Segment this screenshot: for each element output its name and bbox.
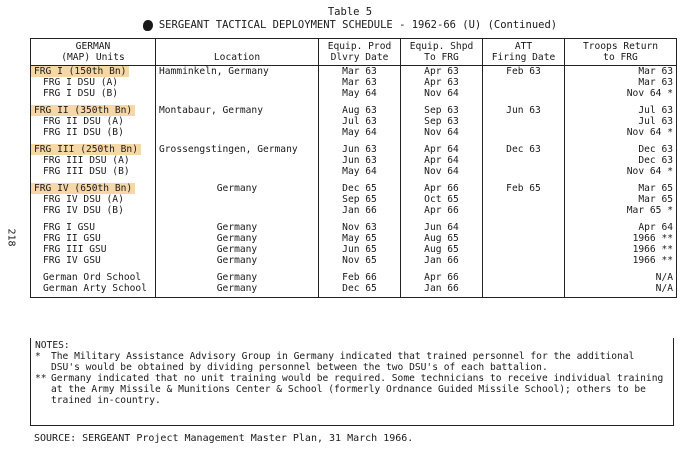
unit-name: FRG III DSU (A): [43, 155, 130, 166]
cell-troops: N/A: [565, 283, 677, 298]
cell-unit: [31, 155, 156, 166]
cell-unit: [31, 77, 156, 88]
table-row: [31, 105, 677, 116]
cell-unit: [31, 116, 156, 127]
table-row: [31, 144, 677, 155]
header-att-date: ATT Firing Date: [483, 39, 565, 66]
cell-troops: Apr 64: [565, 222, 677, 233]
unit-name: German Ord School: [43, 272, 142, 283]
unit-name: FRG III GSU: [43, 244, 107, 255]
cell-att: [483, 283, 565, 298]
page-number: 218: [5, 228, 17, 247]
table-row: [31, 272, 677, 283]
cell-unit: [31, 255, 156, 266]
cell-att: Dec 63: [483, 144, 565, 155]
unit-name: FRG II GSU: [43, 233, 101, 244]
cell-prod: May 64: [319, 166, 401, 177]
cell-att: [483, 233, 565, 244]
table-row: [31, 116, 677, 127]
cell-troops: Jul 63: [565, 105, 677, 116]
note-item: [35, 373, 669, 406]
cell-location: [156, 155, 319, 166]
header-unit: GERMAN (MAP) Units: [31, 39, 156, 66]
cell-troops: 1966 **: [565, 233, 677, 244]
unit-name: FRG III DSU (B): [43, 166, 130, 177]
unit-name: German Arty School: [43, 283, 147, 294]
table-row: [31, 66, 677, 78]
cell-troops: Jul 63: [565, 116, 677, 127]
cell-location: Germany: [156, 283, 319, 298]
cell-unit: [31, 144, 156, 155]
table-row: [31, 244, 677, 255]
cell-shpd: Nov 64: [401, 127, 483, 138]
cell-prod: Dec 65: [319, 283, 401, 298]
subtitle-line: [143, 19, 557, 32]
cell-shpd: Apr 66: [401, 272, 483, 283]
header-location: Location: [156, 39, 319, 66]
cell-att: Jun 63: [483, 105, 565, 116]
cell-troops: Nov 64 *: [565, 127, 677, 138]
cell-location: [156, 205, 319, 216]
unit-name: FRG I DSU (A): [43, 77, 119, 88]
unit-name: FRG I GSU: [43, 222, 95, 233]
cell-att: [483, 222, 565, 233]
cell-att: [483, 272, 565, 283]
header-prod-date: Equip. Prod Dlvry Date: [319, 39, 401, 66]
cell-prod: May 65: [319, 233, 401, 244]
cell-prod: May 64: [319, 127, 401, 138]
cell-prod: Mar 63: [319, 77, 401, 88]
cell-troops: Mar 65: [565, 183, 677, 194]
cell-att: [483, 166, 565, 177]
cell-troops: Mar 65 *: [565, 205, 677, 216]
cell-att: [483, 127, 565, 138]
cell-shpd: Apr 63: [401, 77, 483, 88]
note-text: The Military Assistance Advisory Group in Germany indicated that trained personnel for the additional DSU's would be obtained by dividing personnel between the two DSU's of each battalion.: [51, 351, 635, 373]
cell-shpd: Sep 63: [401, 116, 483, 127]
unit-name: FRG III (250th Bn): [31, 144, 141, 155]
unit-name: FRG I (150th Bn): [31, 66, 129, 77]
cell-unit: [31, 166, 156, 177]
cell-unit: [31, 194, 156, 205]
table-row: [31, 166, 677, 177]
cell-prod: Jan 66: [319, 205, 401, 216]
cell-att: Feb 65: [483, 183, 565, 194]
note-mark: **: [35, 373, 47, 384]
cell-prod: Nov 63: [319, 222, 401, 233]
cell-shpd: Aug 65: [401, 244, 483, 255]
unit-name: FRG II DSU (B): [43, 127, 124, 138]
cell-unit: [31, 272, 156, 283]
notes-heading: NOTES:: [35, 340, 70, 351]
cell-troops: Dec 63: [565, 155, 677, 166]
table-row: [31, 183, 677, 194]
unit-name: FRG II (350th Bn): [31, 105, 135, 116]
unit-name: FRG IV (650th Bn): [31, 183, 135, 194]
header-troops-return: Troops Return to FRG: [565, 39, 677, 66]
cell-location: [156, 127, 319, 138]
cell-att: [483, 116, 565, 127]
source-citation: SOURCE: SERGEANT Project Management Master Plan, 31 March 1966.: [34, 433, 414, 444]
cell-prod: Mar 63: [319, 66, 401, 78]
cell-location: [156, 116, 319, 127]
cell-prod: May 64: [319, 88, 401, 99]
table-row: [31, 155, 677, 166]
cell-location: Grossengstingen, Germany: [156, 144, 319, 155]
cell-prod: Aug 63: [319, 105, 401, 116]
cell-troops: Mar 63: [565, 66, 677, 78]
unit-name: FRG II DSU (A): [43, 116, 124, 127]
table-title: Table 5: [327, 6, 373, 18]
table-row: [31, 222, 677, 233]
cell-att: [483, 255, 565, 266]
cell-troops: Mar 65: [565, 194, 677, 205]
cell-shpd: Aug 65: [401, 233, 483, 244]
unit-name: FRG IV GSU: [43, 255, 101, 266]
cell-att: [483, 155, 565, 166]
cell-troops: Mar 63: [565, 77, 677, 88]
cell-location: Germany: [156, 233, 319, 244]
table-subtitle: SERGEANT TACTICAL DEPLOYMENT SCHEDULE - 1962-66 (U) (Continued): [158, 19, 558, 31]
table-row: [31, 233, 677, 244]
cell-shpd: Jun 64: [401, 222, 483, 233]
cell-location: Montabaur, Germany: [156, 105, 319, 116]
cell-troops: N/A: [565, 272, 677, 283]
cell-location: Germany: [156, 255, 319, 266]
cell-unit: [31, 127, 156, 138]
unit-name: FRG I DSU (B): [43, 88, 119, 99]
table-row: [31, 127, 677, 138]
cell-unit: [31, 66, 156, 78]
cell-location: Hamminkeln, Germany: [156, 66, 319, 78]
cell-att: [483, 205, 565, 216]
cell-prod: Sep 65: [319, 194, 401, 205]
cell-location: Germany: [156, 183, 319, 194]
cell-unit: [31, 183, 156, 194]
cell-shpd: Apr 66: [401, 183, 483, 194]
cell-shpd: Apr 63: [401, 66, 483, 78]
cell-shpd: Nov 64: [401, 166, 483, 177]
cell-prod: Feb 66: [319, 272, 401, 283]
cell-att: [483, 88, 565, 99]
cell-shpd: Apr 64: [401, 155, 483, 166]
cell-troops: 1966 **: [565, 244, 677, 255]
table-row: [31, 194, 677, 205]
cell-unit: [31, 105, 156, 116]
cell-att: [483, 194, 565, 205]
cell-prod: Dec 65: [319, 183, 401, 194]
cell-location: Germany: [156, 244, 319, 255]
cell-shpd: Apr 64: [401, 144, 483, 155]
cell-prod: Jun 65: [319, 244, 401, 255]
cell-location: [156, 77, 319, 88]
table-row: [31, 77, 677, 88]
cell-att: Feb 63: [483, 66, 565, 78]
table-row: [31, 205, 677, 216]
notes-section: [30, 338, 674, 426]
table-row: [31, 255, 677, 266]
cell-location: [156, 88, 319, 99]
deployment-schedule-table: [30, 38, 677, 298]
cell-unit: [31, 88, 156, 99]
cell-location: Germany: [156, 222, 319, 233]
cell-unit: [31, 233, 156, 244]
cell-unit: [31, 205, 156, 216]
cell-troops: Nov 64 *: [565, 88, 677, 99]
note-mark: *: [35, 351, 41, 362]
cell-att: [483, 77, 565, 88]
cell-shpd: Oct 65: [401, 194, 483, 205]
cell-location: [156, 194, 319, 205]
note-item: [35, 351, 669, 373]
cell-att: [483, 244, 565, 255]
table-title-block: [0, 6, 700, 35]
cell-shpd: Apr 66: [401, 205, 483, 216]
cell-prod: Jun 63: [319, 155, 401, 166]
ink-mark-icon: [143, 20, 153, 31]
unit-name: FRG IV DSU (A): [43, 194, 124, 205]
cell-location: Germany: [156, 272, 319, 283]
cell-shpd: Nov 64: [401, 88, 483, 99]
table-row: [31, 283, 677, 298]
cell-shpd: Jan 66: [401, 283, 483, 298]
cell-unit: [31, 283, 156, 298]
cell-shpd: Sep 63: [401, 105, 483, 116]
cell-unit: [31, 244, 156, 255]
header-shpd-date: Equip. Shpd To FRG: [401, 39, 483, 66]
schedule-body: [31, 66, 677, 298]
note-text: Germany indicated that no unit training would be required. Some technicians to receive individual training at the Army Missile & Munitions Center & School (formerly Ordnance Guided Missile School); others to be trained in-country.: [51, 373, 664, 406]
cell-location: [156, 166, 319, 177]
header-row: [31, 39, 677, 66]
cell-shpd: Jan 66: [401, 255, 483, 266]
cell-troops: Dec 63: [565, 144, 677, 155]
cell-prod: Jun 63: [319, 144, 401, 155]
cell-unit: [31, 222, 156, 233]
cell-prod: Jul 63: [319, 116, 401, 127]
unit-name: FRG IV DSU (B): [43, 205, 124, 216]
cell-prod: Nov 65: [319, 255, 401, 266]
cell-troops: 1966 **: [565, 255, 677, 266]
cell-troops: Nov 64 *: [565, 166, 677, 177]
table-row: [31, 88, 677, 99]
